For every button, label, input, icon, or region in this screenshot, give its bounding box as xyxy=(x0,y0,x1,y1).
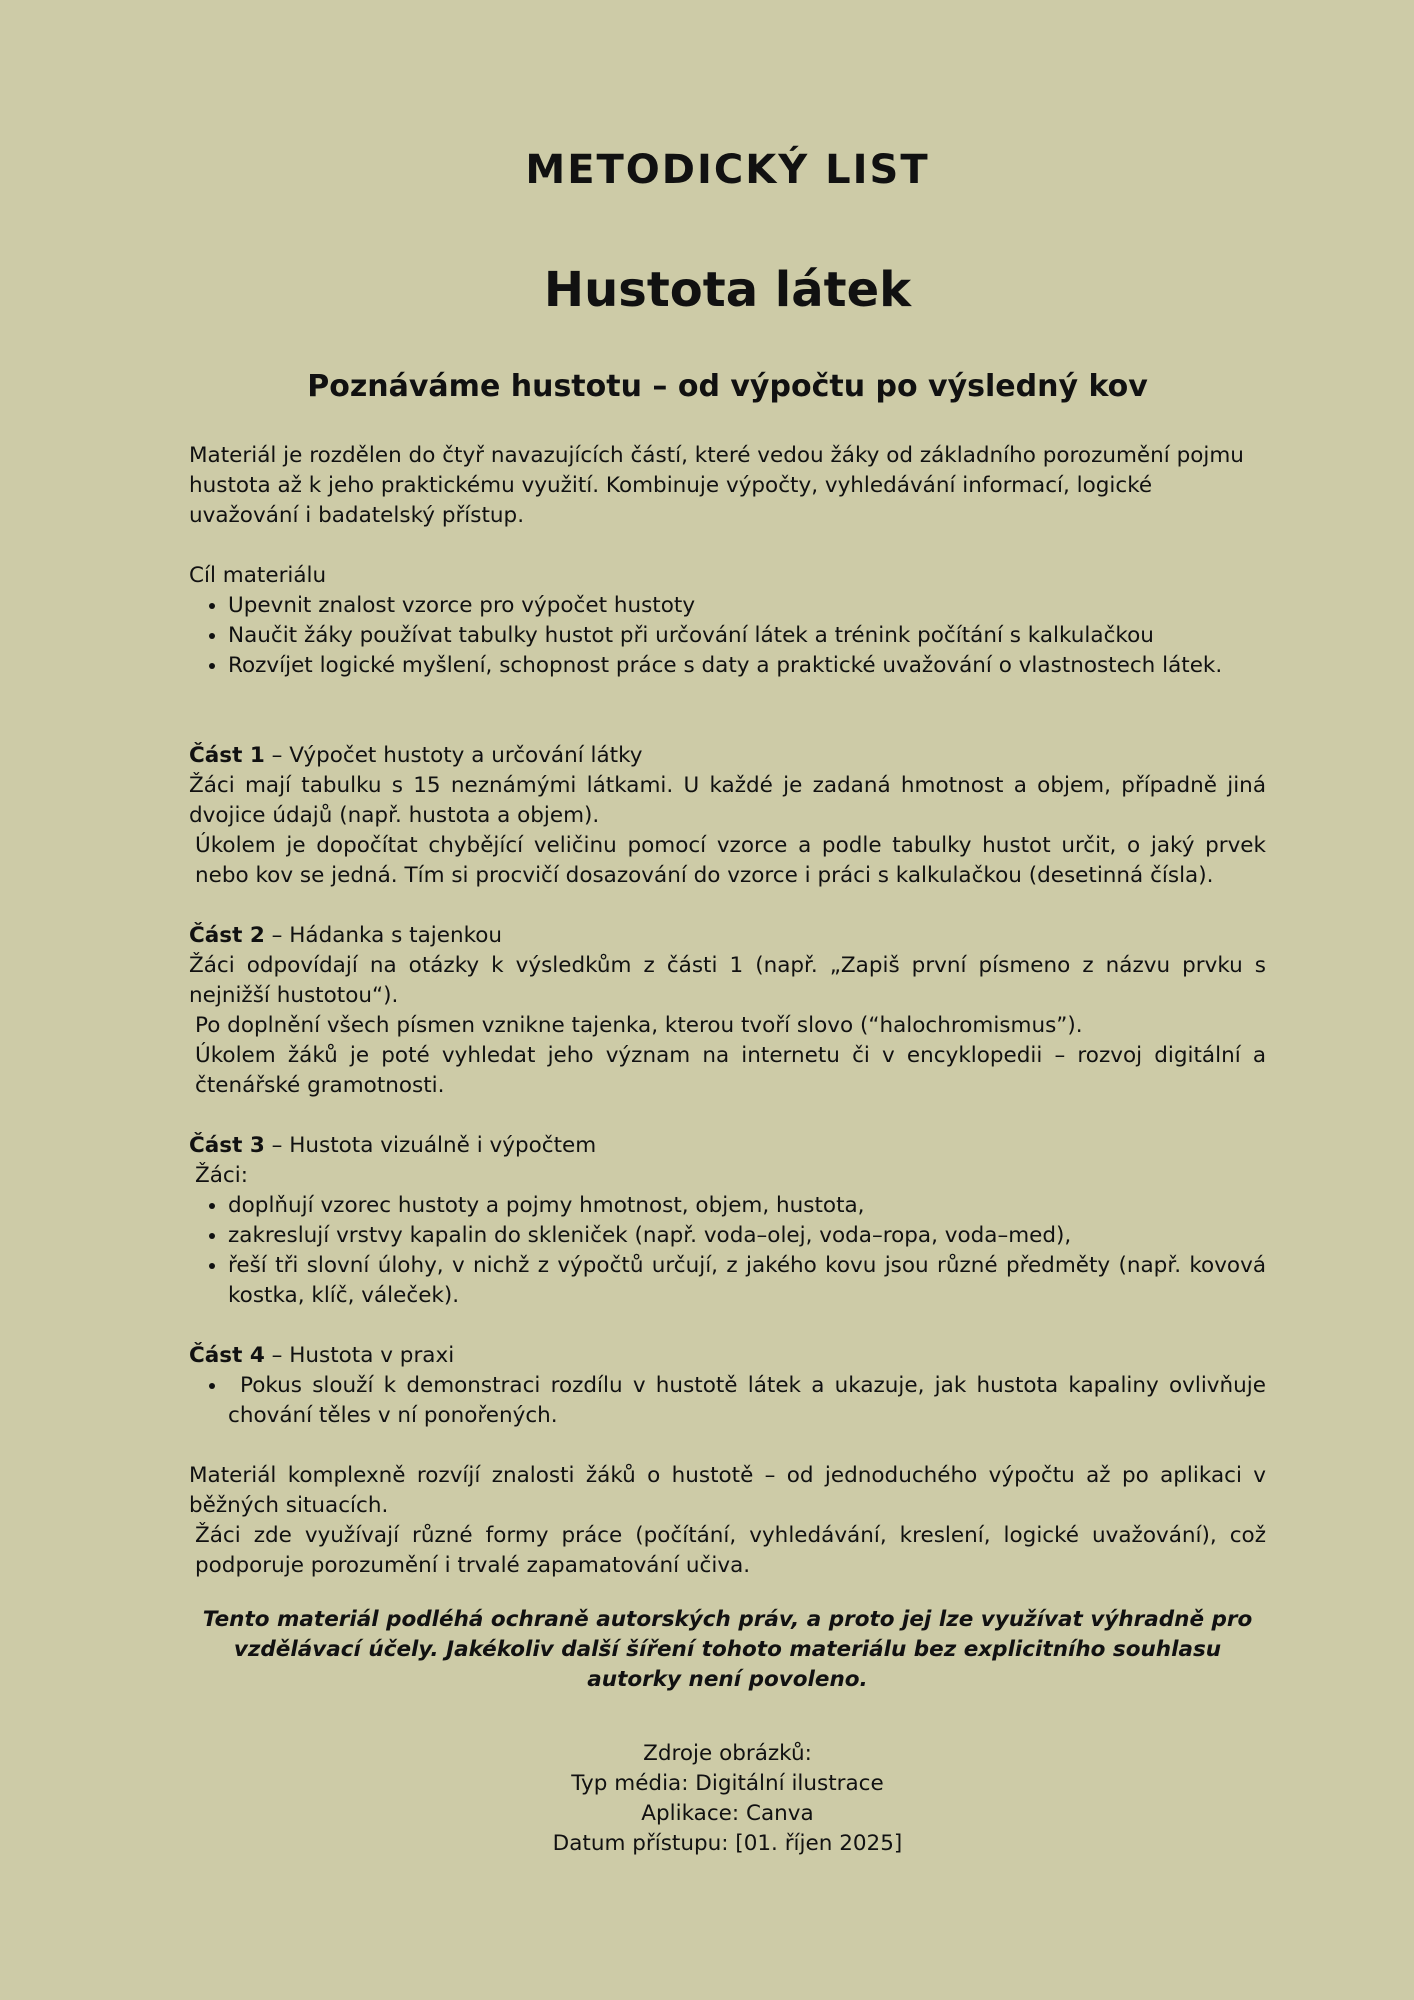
section-title: – Hustota vizuálně i výpočtem xyxy=(264,1133,597,1158)
paragraph: Žáci odpovídají na otázky k výsledkům z části 1 (např. „Zapiš první písmeno z názvu prvku s nejnižší hustotou“). xyxy=(189,953,1266,1008)
section-part-2 xyxy=(189,921,1266,1101)
intro-paragraph: Materiál je rozdělen do čtyř navazujících částí, které vedou žáky od základního porozumění pojmu hustota až k jeho praktickému využití. Kombinuje výpočty, vyhledávání informací, logické uvažování i badatelský přístup. xyxy=(189,443,1244,528)
section-part-3 xyxy=(189,1131,1266,1311)
section-title: – Hustota v praxi xyxy=(264,1343,455,1368)
list-item xyxy=(228,1371,1266,1431)
section-title: – Výpočet hustoty a určování látky xyxy=(264,743,643,768)
list-item: • Naučit žáky používat tabulky hustot při určování látek a trénink počítání s kalkulačkou xyxy=(228,621,1266,651)
document-body xyxy=(189,441,1266,1859)
sources-heading: Zdroje obrázků: xyxy=(643,1741,812,1766)
paragraph: Úkolem žáků je poté vyhledat jeho význam na internetu či v encyklopedii – rozvoj digitální a čtenářské gramotnosti. xyxy=(195,1043,1266,1098)
paragraph: Žáci mají tabulku s 15 neznámými látkami. U každé je zadaná hmotnost a objem, případně jiná dvojice údajů (např. hustota a objem). xyxy=(189,773,1266,828)
section-label: Část 3 xyxy=(189,1133,265,1158)
paragraph: Žáci: xyxy=(195,1163,248,1188)
sources-accessed: Datum přístupu: [01. říjen 2025] xyxy=(552,1831,903,1856)
list-item: • zakreslují vrstvy kapalin do skleniček (např. voda–olej, voda–ropa, voda–med), xyxy=(228,1221,1266,1251)
section-heading xyxy=(189,1131,1266,1161)
part4-list xyxy=(189,1371,1266,1431)
section-title: – Hádanka s tajenkou xyxy=(264,923,503,948)
list-item: • řeší tři slovní úlohy, v nichž z výpočtů určují, z jakého kovu jsou různé předměty (např. kovová kostka, klíč, váleček). xyxy=(228,1251,1266,1311)
section-part-4 xyxy=(189,1341,1266,1431)
section-heading xyxy=(189,1341,1266,1371)
list-item: • Upevnit znalost vzorce pro výpočet hustoty xyxy=(228,591,1266,621)
paragraph: Po doplnění všech písmen vznikne tajenka, kterou tvoří slovo (“halochromismus”). xyxy=(195,1013,1083,1038)
sources-app: Aplikace: Canva xyxy=(641,1801,814,1826)
goals-list xyxy=(189,591,1266,681)
conclusion-paragraph: Žáci zde využívají různé formy práce (počítání, vyhledávání, kreslení, logické uvažování), což podporuje porozumění i trvalé zapamatování učiva. xyxy=(195,1523,1266,1578)
part3-list xyxy=(189,1191,1266,1311)
list-item: • Rozvíjet logické myšlení, schopnost práce s daty a praktické uvažování o vlastnostech látek. xyxy=(228,651,1266,681)
paragraph: Úkolem je dopočítat chybějící veličinu pomocí vzorce a podle tabulky hustot určit, o jaký prvek nebo kov se jedná. Tím si procvičí dosazování do vzorce i práci s kalkulačkou (desetinná čísla). xyxy=(195,833,1266,888)
sources-media-type: Typ média: Digitální ilustrace xyxy=(571,1771,884,1796)
section-heading xyxy=(189,921,1266,951)
document-label: METODICKÝ LIST xyxy=(525,147,930,193)
section-label: Část 4 xyxy=(189,1343,265,1368)
section-part-1 xyxy=(189,741,1266,891)
image-sources xyxy=(189,1739,1266,1859)
copyright-notice: Tento materiál podléhá ochraně autorských práv, a proto jej lze využívat výhradně pro vzdělávací účely. Jakékoliv další šíření tohoto materiálu bez explicitního souhlasu autorky není povoleno. xyxy=(202,1607,1253,1692)
conclusion-paragraph: Materiál komplexně rozvíjí znalosti žáků o hustotě – od jednoduchého výpočtu až po aplikaci v běžných situacích. xyxy=(189,1463,1266,1518)
goals-heading: Cíl materiálu xyxy=(189,563,327,588)
list-item-text: Pokus slouží k demonstraci rozdílu v hustotě látek a ukazuje, jak hustota kapaliny ovlivňuje chování těles v ní ponořených. xyxy=(228,1373,1266,1428)
list-item: • doplňují vzorec hustoty a pojmy hmotnost, objem, hustota, xyxy=(228,1191,1266,1221)
section-label: Část 1 xyxy=(189,743,265,768)
section-heading xyxy=(189,741,1266,771)
page-title: Hustota látek xyxy=(543,262,912,318)
page-subtitle: Poznáváme hustotu – od výpočtu po výsledný kov xyxy=(307,369,1148,404)
section-label: Část 2 xyxy=(189,923,265,948)
